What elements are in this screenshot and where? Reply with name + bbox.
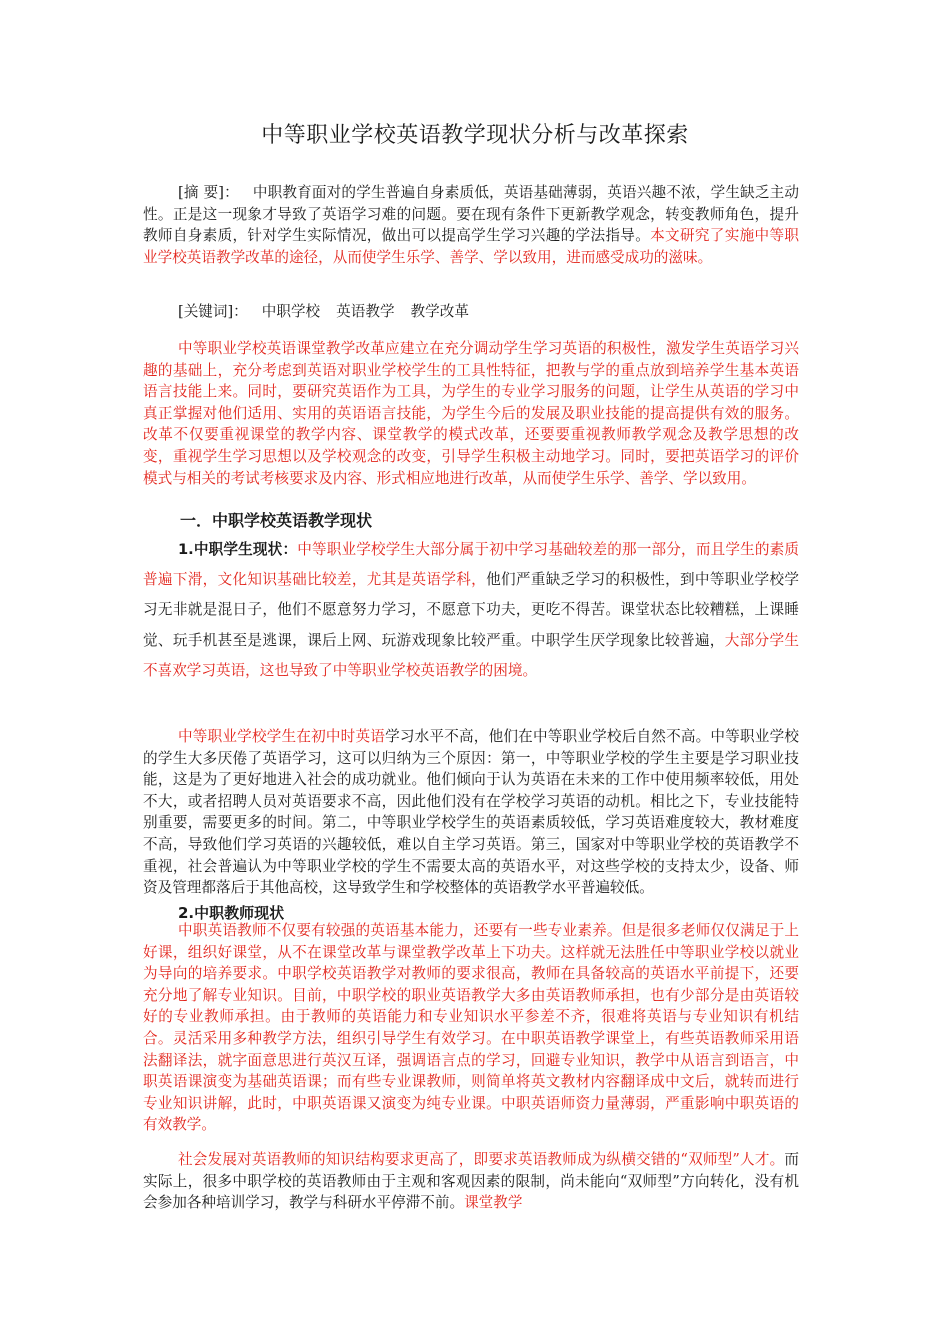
paragraph-text: 他们严重缺乏学习的积极性，到中等职业学校学习无非就是混日子，他们不愿意努力学习，不愿意下功夫，更吃不得苦。课堂状态比较糟糕，上课睡觉、玩手机甚至是逃课，课后上网、玩游戏现象比较严重。中职学生厌学现象比较普遍， [143, 571, 799, 649]
intro-paragraph: 中等职业学校英语课堂教学改革应建立在充分调动学生学习英语的积极性，激发学生英语学习兴趣的基础上，充分考虑到英语对职业学校学生的工具性特征，把教与学的重点放到培养学生基本英语语言技能上来。同时，要研究英语作为工具，为学生的专业学习服务的问题，让学生从英语的学习中真正掌握对他们适用、实用的英语语言技能，为学生今后的发展及职业技能的提高提供有效的服务。改革不仅要重视课堂的教学内容、课堂教学的模式改革，还要要重视教师教学观念及教学思想的改变，重视学生学习思想以及学校观念的改变，引导学生积极主动地学习。同时，要把英语学习的评价模式与相关的考试考核要求及内容、形式相应地进行改革，从而使学生乐学、善学、学以致用。 [143, 340, 799, 487]
students-status-paragraph [143, 535, 799, 686]
abstract-text: 中职教育面对的学生普遍自身素质低，英语基础薄弱，英语兴趣不浓，学生缺乏主动性。正是这一现象才导致了英语学习难的问题。要在现有条件下更新教学观念，转变教师角色，提升教师自身素质，针对学生实际情况，做出可以提高学生学习兴趣的学法指导。 [143, 184, 799, 245]
subsection-label: 1.中职学生现状： [178, 541, 298, 558]
keywords-label: [关键词]： [178, 303, 248, 320]
abstract-text-highlight: 本文研究了实施中等职业学校英语教学改革的途径，从而使学生乐学、善学、学以致用，进而感受成功的滋味。 [143, 227, 799, 266]
paragraph-text: 而实际上，很多中职学校的英语教师由于主观和客观因素的限制，尚未能向“双师型”方向转化，没有机会参加各种培训学习，教学与科研水平停滞不前。 [143, 1151, 799, 1212]
paragraph-highlight: 中等职业学校学生大部分属于初中学习基础较差的那一部分，而且学生的素质普遍下滑，文化知识基础比较差，尤其是英语学科， [143, 541, 799, 589]
paragraph-highlight: 中等职业学校学生在初中时英语 [178, 728, 386, 745]
keyword-item: 教学改革 [410, 303, 469, 320]
keyword-item: 中职学校 [261, 303, 321, 320]
english-level-paragraph [143, 726, 799, 899]
keywords-line [143, 301, 799, 323]
paragraph-highlight: 大部分学生不喜欢学习英语，这也导致了中等职业学校英语教学的困境。 [143, 631, 799, 679]
paragraph-text: 学习水平不高，他们在中等职业学校后自然不高。中等职业学校的学生大多厌倦了英语学习，这可以归纳为三个原因：第一，中等职业学校的学生主要是学习职业技能，这是为了更好地进入社会的成功就业。他们倾向于认为英语在未来的工作中使用频率较低，用处不大，或者招聘人员对英语要求不高，因此他们没有在学校学习英语的动机。相比之下，专业技能特别重要，需要更多的时间。第二，中等职业学校学生的英语素质较低，学习英语难度较大，教材难度不高，导致他们学习英语的兴趣较低，难以自主学习英语。第三，国家对中等职业学校的英语教学不重视，社会普遍认为中等职业学校的学生不需要太高的英语水平，对这些学校的支持太少，设备、师资及管理都落后于其他高校，这导致学生和学校整体的英语教学水平普遍较低。 [143, 728, 799, 897]
teachers-status-paragraph: 中职英语教师不仅要有较强的英语基本能力，还要有一些专业素养。但是很多老师仅仅满足于上好课，组织好课堂，从不在课堂改革与课堂教学改革上下功夫。这样就无法胜任中等职业学校以就业为导向的培养要求。中职学校英语教学对教师的要求很高，教师在具备较高的英语水平前提下，还要充分地了解专业知识。目前，中职学校的职业英语教学大多由英语教师承担，也有少部分是由英语较好的专业教师承担。由于教师的英语能力和专业知识水平参差不齐，很难将英语与专业知识有机结合。灵活采用多种教学方法，组织引导学生有效学习。在中职英语教学课堂上，有些英语教师采用语法翻译法，就字面意思进行英汉互译，强调语言点的学习，回避专业知识，教学中从语言到语言，中职英语课演变为基础英语课；而有些专业课教师，则简单将英文教材内容翻译成中文后，就转而进行专业知识讲解，此时，中职英语课又演变为纯专业课。中职英语师资力量薄弱，严重影响中职英语的有效教学。 [143, 922, 799, 1134]
paragraph-highlight: 课堂教学 [464, 1194, 523, 1212]
subsection-heading: 2.中职教师现状 [178, 904, 285, 922]
abstract-paragraph [143, 182, 799, 268]
paragraph-highlight: 社会发展对英语教师的知识结构要求更高了，即要求英语教师成为纵横交错的“双师型”人才。 [178, 1151, 785, 1168]
keyword-item: 英语教学 [336, 303, 395, 320]
abstract-label: [摘 要]： [178, 184, 239, 201]
section-heading: 一．中职学校英语教学现状 [180, 511, 373, 530]
document-title: 中等职业学校英语教学现状分析与改革探索 [261, 123, 689, 148]
double-qualified-paragraph [143, 1149, 799, 1214]
